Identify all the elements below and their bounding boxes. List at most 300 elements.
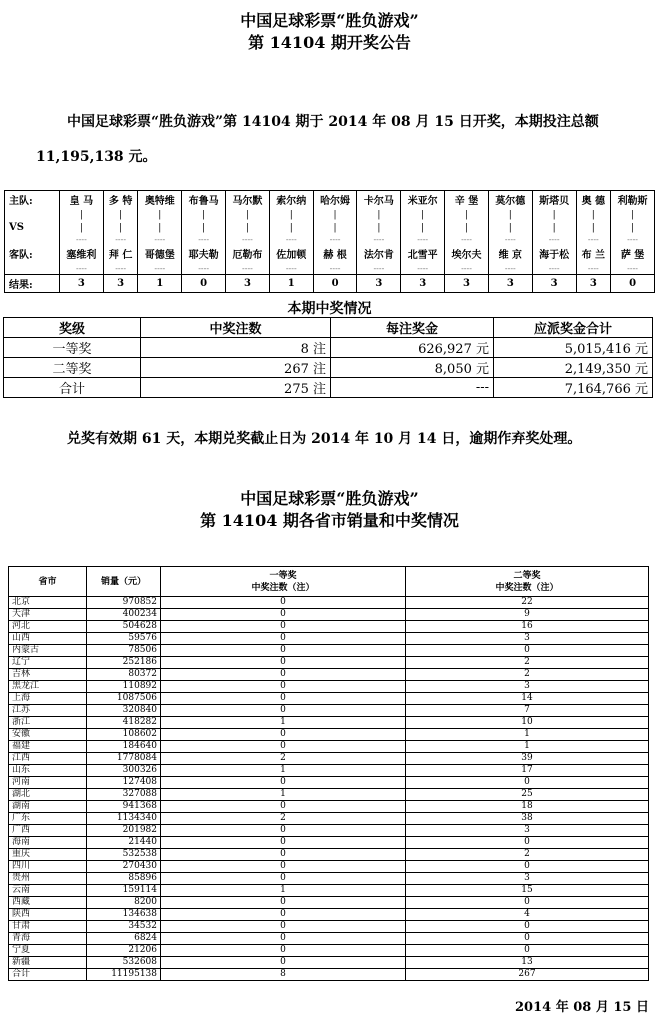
province-row bbox=[9, 645, 649, 657]
province-row bbox=[9, 621, 649, 633]
province-row bbox=[9, 765, 649, 777]
match-vs-4: | bbox=[182, 221, 226, 235]
match-vs-5: | bbox=[226, 221, 270, 235]
province-second: 17 bbox=[406, 765, 649, 777]
prize-per: 8,050 元 bbox=[331, 358, 494, 378]
province-second: 15 bbox=[406, 885, 649, 897]
match-bar-top-13: | bbox=[576, 209, 611, 221]
match-result-8: 3 bbox=[357, 275, 401, 293]
province-second: 2 bbox=[406, 849, 649, 861]
province-name: 四川 bbox=[9, 861, 87, 873]
match-dash-bottom-13: ---- bbox=[576, 263, 611, 275]
match-bar-top-8: | bbox=[357, 209, 401, 221]
match-result-14: 0 bbox=[611, 275, 655, 293]
province-name: 贵州 bbox=[9, 873, 87, 885]
match-dash-top-6: ---- bbox=[269, 235, 313, 245]
match-result-2: 3 bbox=[103, 275, 138, 293]
match-dash-top-13: ---- bbox=[576, 235, 611, 245]
prize-header-count: 中奖注数 bbox=[141, 318, 331, 338]
match-bar-top-7: | bbox=[313, 209, 357, 221]
province-name: 山西 bbox=[9, 633, 87, 645]
prize-row bbox=[4, 378, 653, 398]
match-away-8: 法尔肯 bbox=[357, 245, 401, 263]
match-away-10: 埃尔夫 bbox=[445, 245, 489, 263]
prize-table bbox=[3, 317, 653, 398]
province-sales: 78506 bbox=[87, 645, 161, 657]
province-row bbox=[9, 669, 649, 681]
match-away-4: 耶夫勒 bbox=[182, 245, 226, 263]
province-sales: 270430 bbox=[87, 861, 161, 873]
match-home-7: 哈尔姆 bbox=[313, 191, 357, 209]
match-dash-bottom-4: ---- bbox=[182, 263, 226, 275]
province-name: 云南 bbox=[9, 885, 87, 897]
province-second: 10 bbox=[406, 717, 649, 729]
province-sales: 127408 bbox=[87, 777, 161, 789]
province-first: 0 bbox=[161, 957, 406, 969]
match-dash-bottom-2: ---- bbox=[103, 263, 138, 275]
match-dash-bottom-label bbox=[5, 263, 60, 275]
province-first: 0 bbox=[161, 909, 406, 921]
match-dash-top-5: ---- bbox=[226, 235, 270, 245]
province-name: 江苏 bbox=[9, 705, 87, 717]
match-dash-bottom-12: ---- bbox=[532, 263, 576, 275]
province-first: 0 bbox=[161, 657, 406, 669]
province-second: 0 bbox=[406, 861, 649, 873]
province-sales: 1087506 bbox=[87, 693, 161, 705]
province-row bbox=[9, 777, 649, 789]
province-name: 陕西 bbox=[9, 909, 87, 921]
province-sales: 1134340 bbox=[87, 813, 161, 825]
province-second: 13 bbox=[406, 957, 649, 969]
province-row bbox=[9, 921, 649, 933]
province-first: 2 bbox=[161, 753, 406, 765]
province-sales: 504628 bbox=[87, 621, 161, 633]
match-home-4: 布鲁马 bbox=[182, 191, 226, 209]
province-sales: 418282 bbox=[87, 717, 161, 729]
province-sales: 532608 bbox=[87, 957, 161, 969]
match-bar-top-9: | bbox=[401, 209, 445, 221]
province-row bbox=[9, 861, 649, 873]
match-away-13: 布 兰 bbox=[576, 245, 611, 263]
province-row bbox=[9, 729, 649, 741]
province-first: 1 bbox=[161, 765, 406, 777]
province-second: 0 bbox=[406, 933, 649, 945]
match-dash-bottom-6: ---- bbox=[269, 263, 313, 275]
province-first: 0 bbox=[161, 729, 406, 741]
match-result-1: 3 bbox=[60, 275, 104, 293]
province-row bbox=[9, 825, 649, 837]
province-first: 0 bbox=[161, 633, 406, 645]
match-away-3: 哥德堡 bbox=[138, 245, 182, 263]
province-sales: 80372 bbox=[87, 669, 161, 681]
match-vs-8: | bbox=[357, 221, 401, 235]
match-home-2: 多 特 bbox=[103, 191, 138, 209]
province-first: 0 bbox=[161, 621, 406, 633]
province-second: 1 bbox=[406, 729, 649, 741]
announcement-text-line1: 中国足球彩票“胜负游戏”第 14104 期于 2014 年 08 月 15 日开奖，本期投注总额 bbox=[67, 114, 599, 130]
match-vs-row bbox=[5, 221, 655, 235]
province-second: 267 bbox=[406, 969, 649, 981]
announcement-text-line2: 11,195,138 元。 bbox=[36, 149, 157, 165]
province-first: 8 bbox=[161, 969, 406, 981]
match-vs-14: | bbox=[611, 221, 655, 235]
province-sales: 21206 bbox=[87, 945, 161, 957]
match-dash-top-4: ---- bbox=[182, 235, 226, 245]
province-row bbox=[9, 693, 649, 705]
match-dash-top-10: ---- bbox=[445, 235, 489, 245]
match-bar-top-6: | bbox=[269, 209, 313, 221]
province-name: 上海 bbox=[9, 693, 87, 705]
province-first: 1 bbox=[161, 717, 406, 729]
prize-row bbox=[4, 338, 653, 358]
province-row bbox=[9, 957, 649, 969]
match-away-label: 客队: bbox=[5, 245, 60, 263]
province-name: 安徽 bbox=[9, 729, 87, 741]
province-row bbox=[9, 717, 649, 729]
match-away-6: 佐加顿 bbox=[269, 245, 313, 263]
province-name: 黑龙江 bbox=[9, 681, 87, 693]
match-bar-top-12: | bbox=[532, 209, 576, 221]
province-sales: 970852 bbox=[87, 597, 161, 609]
province-second: 3 bbox=[406, 633, 649, 645]
province-row bbox=[9, 837, 649, 849]
match-bar-top-2: | bbox=[103, 209, 138, 221]
prize-header-total: 应派奖金合计 bbox=[494, 318, 653, 338]
match-home-12: 斯塔贝 bbox=[532, 191, 576, 209]
province-first: 0 bbox=[161, 837, 406, 849]
province-second: 3 bbox=[406, 873, 649, 885]
province-row bbox=[9, 885, 649, 897]
match-result-9: 3 bbox=[401, 275, 445, 293]
prize-per: 626,927 元 bbox=[331, 338, 494, 358]
match-home-14: 利勒斯 bbox=[611, 191, 655, 209]
match-dash-top-row bbox=[5, 235, 655, 245]
province-second: 25 bbox=[406, 789, 649, 801]
match-home-row bbox=[5, 191, 655, 209]
province-row bbox=[9, 633, 649, 645]
match-dash-bottom-5: ---- bbox=[226, 263, 270, 275]
province-second: 16 bbox=[406, 621, 649, 633]
match-vs-10: | bbox=[445, 221, 489, 235]
match-dash-bottom-9: ---- bbox=[401, 263, 445, 275]
match-away-9: 北雪平 bbox=[401, 245, 445, 263]
match-dash-bottom-1: ---- bbox=[60, 263, 104, 275]
match-vs-2: | bbox=[103, 221, 138, 235]
province-header-first: 一等奖 中奖注数（注） bbox=[161, 567, 406, 597]
province-second: 39 bbox=[406, 753, 649, 765]
province-first: 0 bbox=[161, 645, 406, 657]
prize-header-per: 每注奖金 bbox=[331, 318, 494, 338]
match-result-10: 3 bbox=[445, 275, 489, 293]
province-table bbox=[8, 566, 649, 981]
province-second: 4 bbox=[406, 909, 649, 921]
province-sales: 108602 bbox=[87, 729, 161, 741]
province-header-second: 二等奖 中奖注数（注） bbox=[406, 567, 649, 597]
province-sales: 34532 bbox=[87, 921, 161, 933]
match-home-13: 奥 德 bbox=[576, 191, 611, 209]
match-bar-top-4: | bbox=[182, 209, 226, 221]
province-second: 2 bbox=[406, 657, 649, 669]
province-sales: 159114 bbox=[87, 885, 161, 897]
prize-header-row bbox=[4, 318, 653, 338]
match-dash-top-9: ---- bbox=[401, 235, 445, 245]
match-vs-1: | bbox=[60, 221, 104, 235]
province-sales: 85896 bbox=[87, 873, 161, 885]
province-name: 内蒙古 bbox=[9, 645, 87, 657]
province-row bbox=[9, 897, 649, 909]
match-home-11: 莫尔德 bbox=[488, 191, 532, 209]
province-sales: 941368 bbox=[87, 801, 161, 813]
province-sales: 327088 bbox=[87, 789, 161, 801]
province-header-name: 省市 bbox=[9, 567, 87, 597]
match-result-6: 1 bbox=[269, 275, 313, 293]
province-sales: 21440 bbox=[87, 837, 161, 849]
match-table bbox=[4, 190, 655, 293]
province-row bbox=[9, 849, 649, 861]
province-header-row bbox=[9, 567, 649, 597]
match-dash-top-7: ---- bbox=[313, 235, 357, 245]
match-dash-bottom-11: ---- bbox=[488, 263, 532, 275]
province-subtitle: 第 14104 期各省市销量和中奖情况 bbox=[200, 511, 459, 530]
prize-header-level: 奖级 bbox=[4, 318, 141, 338]
province-name: 广东 bbox=[9, 813, 87, 825]
province-second: 2 bbox=[406, 669, 649, 681]
province-sales: 110892 bbox=[87, 681, 161, 693]
prize-count: 267 注 bbox=[141, 358, 331, 378]
province-first: 0 bbox=[161, 609, 406, 621]
match-vs-7: | bbox=[313, 221, 357, 235]
match-dash-top-11: ---- bbox=[488, 235, 532, 245]
province-row bbox=[9, 741, 649, 753]
province-first: 0 bbox=[161, 933, 406, 945]
province-header-sales: 销量（元） bbox=[87, 567, 161, 597]
match-away-2: 拜 仁 bbox=[103, 245, 138, 263]
match-vs-11: | bbox=[488, 221, 532, 235]
match-vs-3: | bbox=[138, 221, 182, 235]
match-dash-top-14: ---- bbox=[611, 235, 655, 245]
province-name: 河北 bbox=[9, 621, 87, 633]
province-name: 西藏 bbox=[9, 897, 87, 909]
match-result-row bbox=[5, 275, 655, 293]
match-bar-top-14: | bbox=[611, 209, 655, 221]
province-first: 0 bbox=[161, 945, 406, 957]
province-first: 0 bbox=[161, 801, 406, 813]
province-row bbox=[9, 813, 649, 825]
province-sales: 59576 bbox=[87, 633, 161, 645]
prize-row bbox=[4, 358, 653, 378]
validity-note: 兑奖有效期 61 天，本期兑奖截止日为 2014 年 10 月 14 日，逾期作弃奖处理。 bbox=[67, 431, 582, 447]
match-bar-top-row bbox=[5, 209, 655, 221]
province-second: 0 bbox=[406, 645, 649, 657]
province-name: 新疆 bbox=[9, 957, 87, 969]
province-name: 北京 bbox=[9, 597, 87, 609]
province-second: 0 bbox=[406, 945, 649, 957]
province-sales: 320840 bbox=[87, 705, 161, 717]
match-bar-top-11: | bbox=[488, 209, 532, 221]
prize-total: 5,015,416 元 bbox=[494, 338, 653, 358]
province-name: 天津 bbox=[9, 609, 87, 621]
match-home-3: 奥特维 bbox=[138, 191, 182, 209]
province-second: 0 bbox=[406, 837, 649, 849]
province-sales: 8200 bbox=[87, 897, 161, 909]
province-row bbox=[9, 753, 649, 765]
match-dash-top-12: ---- bbox=[532, 235, 576, 245]
match-dash-bottom-3: ---- bbox=[138, 263, 182, 275]
province-row bbox=[9, 609, 649, 621]
province-sales: 300326 bbox=[87, 765, 161, 777]
province-name: 浙江 bbox=[9, 717, 87, 729]
province-first: 0 bbox=[161, 897, 406, 909]
prize-per: --- bbox=[331, 378, 494, 398]
province-row bbox=[9, 597, 649, 609]
match-vs-label: VS bbox=[5, 221, 60, 235]
match-vs-13: | bbox=[576, 221, 611, 235]
province-name: 海南 bbox=[9, 837, 87, 849]
province-sales: 11195138 bbox=[87, 969, 161, 981]
province-second: 0 bbox=[406, 777, 649, 789]
province-name: 宁夏 bbox=[9, 945, 87, 957]
match-bar-top-10: | bbox=[445, 209, 489, 221]
province-first: 0 bbox=[161, 669, 406, 681]
match-home-label: 主队: bbox=[5, 191, 60, 209]
match-away-11: 维 京 bbox=[488, 245, 532, 263]
province-sales: 6824 bbox=[87, 933, 161, 945]
province-row bbox=[9, 945, 649, 957]
prize-section-title: 本期中奖情况 bbox=[287, 301, 372, 317]
province-first: 1 bbox=[161, 885, 406, 897]
province-name: 广西 bbox=[9, 825, 87, 837]
footer-date: 2014 年 08 月 15 日 bbox=[515, 1000, 649, 1015]
province-title: 中国足球彩票“胜负游戏” bbox=[240, 489, 419, 508]
match-dash-top-3: ---- bbox=[138, 235, 182, 245]
match-bar-top-3: | bbox=[138, 209, 182, 221]
match-away-row bbox=[5, 245, 655, 263]
match-bar-top-5: | bbox=[226, 209, 270, 221]
province-second: 38 bbox=[406, 813, 649, 825]
prize-count: 8 注 bbox=[141, 338, 331, 358]
announcement-issue: 第 14104 期开奖公告 bbox=[248, 33, 411, 52]
match-result-12: 3 bbox=[532, 275, 576, 293]
province-first: 0 bbox=[161, 873, 406, 885]
match-dash-top-8: ---- bbox=[357, 235, 401, 245]
match-away-14: 萨 堡 bbox=[611, 245, 655, 263]
province-row bbox=[9, 933, 649, 945]
match-away-12: 海于松 bbox=[532, 245, 576, 263]
match-result-label: 结果: bbox=[5, 275, 60, 293]
match-vs-9: | bbox=[401, 221, 445, 235]
province-first: 0 bbox=[161, 597, 406, 609]
province-first: 0 bbox=[161, 705, 406, 717]
province-first: 0 bbox=[161, 921, 406, 933]
province-second: 18 bbox=[406, 801, 649, 813]
province-name: 辽宁 bbox=[9, 657, 87, 669]
match-result-3: 1 bbox=[138, 275, 182, 293]
province-sales: 532538 bbox=[87, 849, 161, 861]
match-away-7: 赫 根 bbox=[313, 245, 357, 263]
match-dash-bottom-7: ---- bbox=[313, 263, 357, 275]
province-name: 山东 bbox=[9, 765, 87, 777]
province-second: 14 bbox=[406, 693, 649, 705]
match-home-5: 马尔默 bbox=[226, 191, 270, 209]
province-name: 合计 bbox=[9, 969, 87, 981]
prize-total: 7,164,766 元 bbox=[494, 378, 653, 398]
province-row bbox=[9, 801, 649, 813]
match-result-11: 3 bbox=[488, 275, 532, 293]
province-row bbox=[9, 705, 649, 717]
province-first: 0 bbox=[161, 861, 406, 873]
province-row bbox=[9, 909, 649, 921]
match-away-5: 厄勒布 bbox=[226, 245, 270, 263]
prize-level: 合计 bbox=[4, 378, 141, 398]
province-first: 2 bbox=[161, 813, 406, 825]
province-name: 湖北 bbox=[9, 789, 87, 801]
province-second: 0 bbox=[406, 897, 649, 909]
match-bar-top-1: | bbox=[60, 209, 104, 221]
prize-count: 275 注 bbox=[141, 378, 331, 398]
province-name: 河南 bbox=[9, 777, 87, 789]
province-sales: 201982 bbox=[87, 825, 161, 837]
province-first: 0 bbox=[161, 849, 406, 861]
match-dash-bottom-8: ---- bbox=[357, 263, 401, 275]
province-second: 9 bbox=[406, 609, 649, 621]
match-home-9: 米亚尔 bbox=[401, 191, 445, 209]
match-home-10: 辛 堡 bbox=[445, 191, 489, 209]
match-dash-bottom-14: ---- bbox=[611, 263, 655, 275]
province-sales: 252186 bbox=[87, 657, 161, 669]
prize-level: 一等奖 bbox=[4, 338, 141, 358]
province-row bbox=[9, 969, 649, 981]
match-dash-top-2: ---- bbox=[103, 235, 138, 245]
match-bar-top-label bbox=[5, 209, 60, 221]
province-sales: 400234 bbox=[87, 609, 161, 621]
province-name: 青海 bbox=[9, 933, 87, 945]
match-dash-top-1: ---- bbox=[60, 235, 104, 245]
province-first: 1 bbox=[161, 789, 406, 801]
province-sales: 184640 bbox=[87, 741, 161, 753]
match-vs-6: | bbox=[269, 221, 313, 235]
province-name: 湖南 bbox=[9, 801, 87, 813]
province-name: 甘肃 bbox=[9, 921, 87, 933]
province-name: 福建 bbox=[9, 741, 87, 753]
province-sales: 134638 bbox=[87, 909, 161, 921]
province-name: 江西 bbox=[9, 753, 87, 765]
match-dash-bottom-10: ---- bbox=[445, 263, 489, 275]
prize-total: 2,149,350 元 bbox=[494, 358, 653, 378]
match-result-7: 0 bbox=[313, 275, 357, 293]
province-second: 22 bbox=[406, 597, 649, 609]
match-result-5: 3 bbox=[226, 275, 270, 293]
match-dash-top-label bbox=[5, 235, 60, 245]
announcement-title: 中国足球彩票“胜负游戏” bbox=[240, 11, 419, 30]
province-first: 0 bbox=[161, 681, 406, 693]
province-second: 7 bbox=[406, 705, 649, 717]
province-sales: 1778084 bbox=[87, 753, 161, 765]
match-home-8: 卡尔马 bbox=[357, 191, 401, 209]
province-second: 1 bbox=[406, 741, 649, 753]
province-first: 0 bbox=[161, 741, 406, 753]
province-first: 0 bbox=[161, 825, 406, 837]
province-row bbox=[9, 681, 649, 693]
province-name: 重庆 bbox=[9, 849, 87, 861]
province-name: 吉林 bbox=[9, 669, 87, 681]
province-first: 0 bbox=[161, 777, 406, 789]
match-home-6: 索尔纳 bbox=[269, 191, 313, 209]
match-home-1: 皇 马 bbox=[60, 191, 104, 209]
match-away-1: 塞维利 bbox=[60, 245, 104, 263]
province-row bbox=[9, 789, 649, 801]
province-row bbox=[9, 657, 649, 669]
prize-level: 二等奖 bbox=[4, 358, 141, 378]
